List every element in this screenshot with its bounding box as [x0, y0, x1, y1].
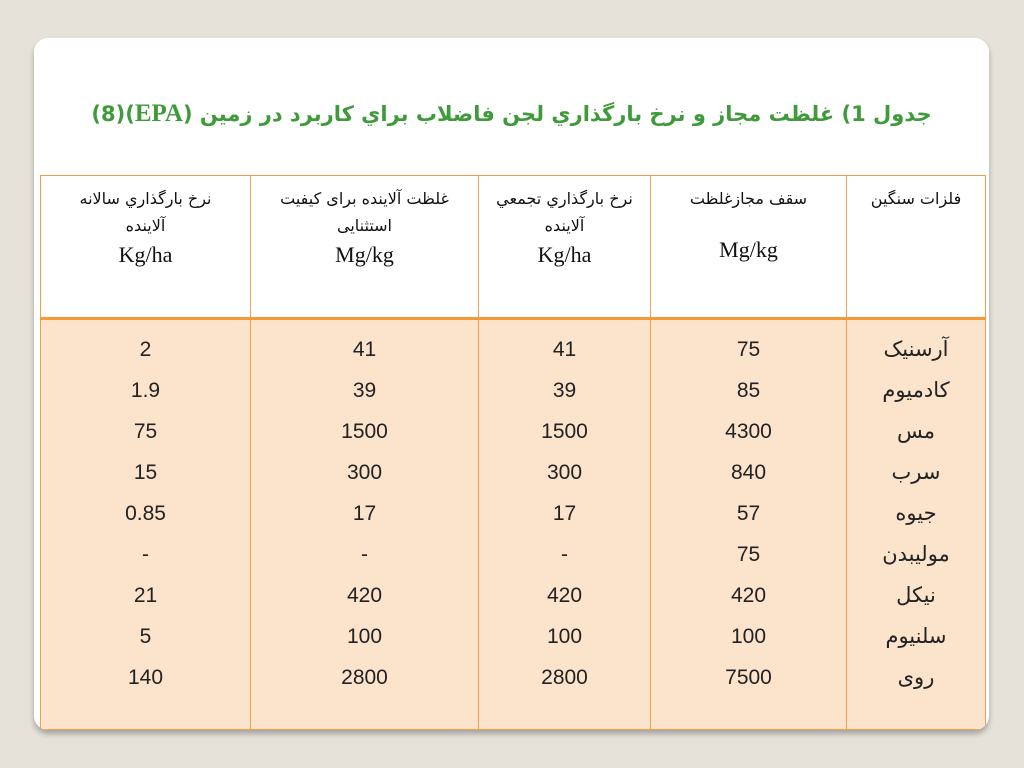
- header-exceptional-quality: غلظت آلاینده برای کیفیت استثنایی Mg/kg: [251, 176, 479, 319]
- header-row: [41, 176, 986, 319]
- table-row: [41, 319, 986, 730]
- metals-table: [40, 175, 986, 730]
- slide: [34, 38, 989, 730]
- unit-label: Mg/kg: [335, 242, 394, 267]
- header-max-concentration: سقف مجازغلظت Mg/kg: [651, 176, 847, 319]
- column-max-concentration: 75 85 4300 840 57 75 420 100 7500: [651, 319, 847, 730]
- header-cumulative-rate: نرخ بارگذاري تجمعي آلاینده Kg/ha: [479, 176, 651, 319]
- column-annual-rate: 2 1.9 75 15 0.85 - 21 5 140: [41, 319, 251, 730]
- unit-label: Mg/kg: [719, 237, 778, 262]
- column-exceptional-quality: 41 39 1500 300 17 - 420 100 2800: [251, 319, 479, 730]
- caption-epa: EPA: [134, 100, 183, 127]
- header-annual-rate: نرخ بارگذاري سالانه آلاینده Kg/ha: [41, 176, 251, 319]
- unit-label: Kg/ha: [537, 242, 592, 267]
- unit-label: Kg/ha: [118, 242, 173, 267]
- header-metals: فلزات سنگین: [847, 176, 986, 319]
- column-metals: آرسنیک کادمیوم مس سرب جیوه مولیبدن نیکل سلنیوم روی: [847, 319, 986, 730]
- caption-text: جدول 1) غلظت مجاز و نرخ بارگذاري لجن فاضلاب براي كاربرد در زمين (: [182, 102, 932, 126]
- column-cumulative-rate: 41 39 1500 300 17 - 420 100 2800: [479, 319, 651, 730]
- caption-ref: )(8): [91, 102, 135, 126]
- table-caption: [34, 100, 989, 128]
